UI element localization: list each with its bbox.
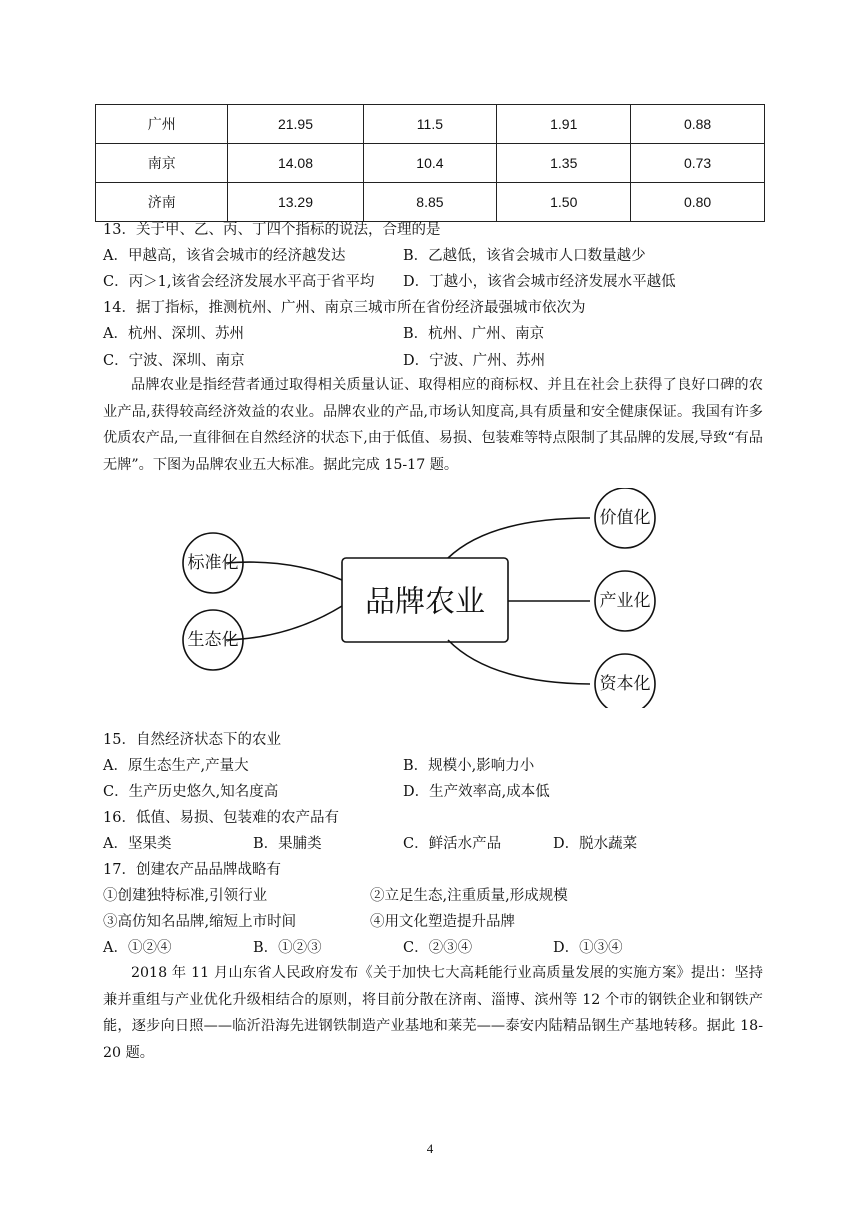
- q14-option-c: C．宁波、深圳、南京: [103, 353, 245, 369]
- table-cell-value: 21.95: [228, 105, 363, 144]
- table-cell-value: 1.50: [497, 183, 631, 222]
- q13-option-d: D．丁越小，该省会城市经济发展水平越低: [403, 274, 676, 290]
- q13-stem: 13．关于甲、乙、丙、丁四个指标的说法，合理的是: [103, 222, 441, 238]
- node-label-ecologization: 生态化: [187, 630, 239, 650]
- passage-brand-agriculture: 品牌农业是指经营者通过取得相关质量认证、取得相应的商标权、并且在社会上获得了良好口碑的农业产品,获得较高经济效益的农业。品牌农业的产品,市场认知度高,具有质量和安全健康保证。我国有许多优质农产品,一直徘徊在自然经济的状态下,由于低值、易损、包装难等特点限制了其品牌的发展,导致“有品无牌”。下图为品牌农业五大标准。据此完成 15-17 题。: [103, 377, 763, 473]
- q14-option-d: D．宁波、广州、苏州: [403, 353, 546, 369]
- q15-option-b: B．规模小,影响力小: [403, 758, 535, 774]
- table-cell-value: 14.08: [228, 144, 363, 183]
- q16-option-c: C．鲜活水产品: [403, 836, 502, 852]
- node-label-standardization: 标准化: [187, 553, 239, 573]
- q17-option-b: B．①②③: [253, 940, 322, 956]
- connector-capitalization: [448, 640, 590, 684]
- connector-valorization: [448, 518, 590, 558]
- q15-option-c: C．生产历史悠久,知名度高: [103, 784, 279, 800]
- q15-option-a: A．原生态生产,产量大: [103, 758, 249, 774]
- q14-option-a: A．杭州、深圳、苏州: [103, 326, 244, 342]
- q17-statement-3: ③高仿知名品牌,缩短上市时间: [103, 914, 297, 930]
- table-cell-city: 南京: [96, 144, 228, 183]
- indicator-table: [95, 104, 765, 222]
- q17-statement-4: ④用文化塑造提升品牌: [370, 914, 515, 930]
- table-cell-value: 0.73: [631, 144, 765, 183]
- table-cell-city: 济南: [96, 183, 228, 222]
- q15-option-d: D．生产效率高,成本低: [403, 784, 550, 800]
- table-cell-value: 1.91: [497, 105, 631, 144]
- connector-ecologization: [226, 606, 342, 640]
- q16-option-a: A．坚果类: [103, 836, 172, 852]
- node-label-industrialization: 产业化: [599, 591, 651, 611]
- table-cell-value: 13.29: [228, 183, 363, 222]
- table-cell-value: 1.35: [497, 144, 631, 183]
- q14-stem: 14．据丁指标，推测杭州、广州、南京三城市所在省份经济最强城市依次为: [103, 300, 586, 316]
- table-cell-value: 8.85: [363, 183, 497, 222]
- table-cell-value: 0.88: [631, 105, 765, 144]
- table-cell-value: 10.4: [363, 144, 497, 183]
- q14-option-b: B．杭州、广州、南京: [403, 326, 545, 342]
- page-number: 4: [426, 1141, 434, 1156]
- q15-stem: 15．自然经济状态下的农业: [103, 732, 281, 748]
- q17-stem: 17．创建农产品品牌战略有: [103, 862, 281, 878]
- q16-option-d: D．脱水蔬菜: [553, 836, 638, 852]
- q13-option-a: A．甲越高，该省会城市的经济越发达: [103, 248, 346, 264]
- q13-option-b: B．乙越低，该省会城市人口数量越少: [403, 248, 646, 264]
- brand-agriculture-diagram: [170, 488, 690, 708]
- table-row: [96, 183, 765, 222]
- node-label-capitalization: 资本化: [599, 674, 651, 694]
- q17-statement-2: ②立足生态,注重质量,形成规模: [370, 888, 568, 904]
- q16-option-b: B．果脯类: [253, 836, 322, 852]
- table-cell-value: 0.80: [631, 183, 765, 222]
- q17-statement-1: ①创建独特标准,引领行业: [103, 888, 268, 904]
- table-row: [96, 144, 765, 183]
- q17-option-a: A．①②④: [103, 940, 172, 956]
- node-label-valorization: 价值化: [599, 508, 651, 528]
- q16-stem: 16．低值、易损、包装难的农产品有: [103, 810, 339, 826]
- passage-shandong-steel: 2018 年 11 月山东省人民政府发布《关于加快七大高耗能行业高质量发展的实施方案》提出：坚持兼并重组与产业优化升级相结合的原则，将目前分散在济南、淄博、滨州等 12 个市的钢铁企业和钢铁产能，逐步向日照——临沂沿海先进钢铁制造产业基地和莱芜——泰安内陆精品钢生产基地转移。据此 18-20 题。: [103, 965, 763, 1061]
- table-cell-value: 11.5: [363, 105, 497, 144]
- table-row: [96, 105, 765, 144]
- table-cell-city: 广州: [96, 105, 228, 144]
- q13-option-c: C．丙＞1,该省会经济发展水平高于省平均: [103, 274, 375, 290]
- center-label: 品牌农业: [365, 584, 485, 620]
- q17-option-d: D．①③④: [553, 940, 623, 956]
- q17-option-c: C．②③④: [403, 940, 473, 956]
